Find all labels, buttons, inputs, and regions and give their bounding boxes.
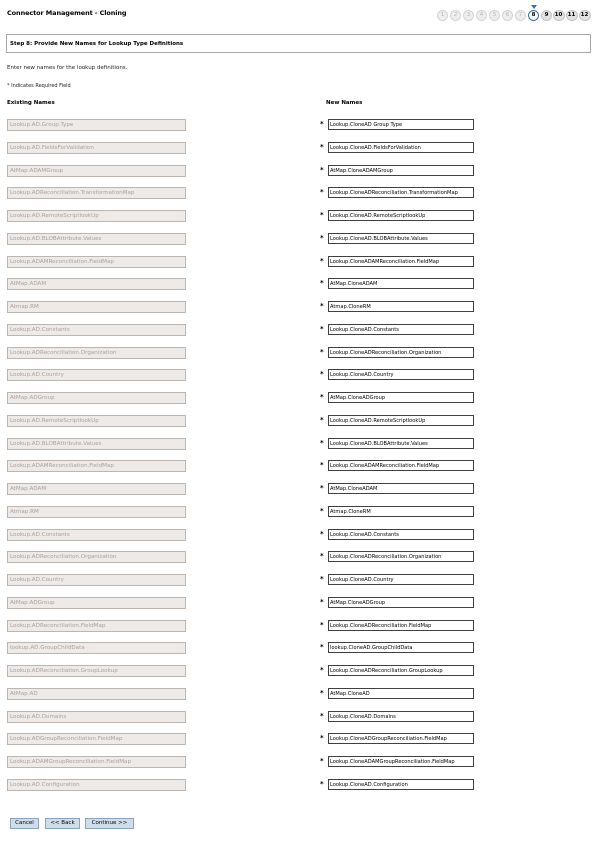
required-marker: * bbox=[320, 279, 324, 288]
required-marker: * bbox=[320, 324, 324, 333]
required-marker: * bbox=[320, 506, 324, 515]
step-6: 6 bbox=[502, 10, 513, 21]
existing-name-field: AtMap.ADAM bbox=[7, 483, 186, 495]
required-marker: * bbox=[320, 461, 324, 470]
required-marker: * bbox=[320, 188, 324, 197]
new-name-input[interactable]: Lookup.CloneAD.BLOBAttribute.Values bbox=[328, 438, 474, 449]
continue-button[interactable]: Continue >> bbox=[85, 818, 134, 829]
new-name-input[interactable]: Lookup.CloneAD.Country bbox=[328, 574, 474, 585]
new-name-input[interactable]: AtMap.CloneADAMGroup bbox=[328, 165, 474, 176]
existing-name-field: Lookup.AD.Domains bbox=[7, 711, 186, 723]
existing-name-field: Lookup.AD.Constants bbox=[7, 529, 186, 541]
step-7: 7 bbox=[515, 10, 526, 21]
new-name-input[interactable]: Lookup.CloneAD.Constants bbox=[328, 324, 474, 335]
lookup-row bbox=[0, 324, 597, 338]
step-11: 11 bbox=[566, 10, 578, 21]
new-name-input[interactable]: AtMap.CloneADAM bbox=[328, 483, 474, 494]
existing-name-field: AtMap.AD bbox=[7, 688, 186, 700]
required-marker: * bbox=[320, 620, 324, 629]
lookup-row bbox=[0, 119, 597, 133]
lookup-row bbox=[0, 438, 597, 452]
lookup-row bbox=[0, 278, 597, 292]
lookup-row bbox=[0, 779, 597, 793]
new-name-input[interactable]: Lookup.CloneADReconciliation.FieldMap bbox=[328, 620, 474, 631]
existing-name-field: Lookup.AD.Country bbox=[7, 369, 186, 381]
step-12: 12 bbox=[579, 10, 591, 21]
lookup-row bbox=[0, 210, 597, 224]
existing-name-field: Lookup.ADReconciliation.TransformationMap bbox=[7, 187, 186, 199]
lookup-row bbox=[0, 142, 597, 156]
required-marker: * bbox=[320, 142, 324, 151]
required-marker: * bbox=[320, 256, 324, 265]
back-button[interactable]: << Back bbox=[45, 818, 80, 829]
new-name-input[interactable]: Lookup.CloneAD.RemoteScriptlookUp bbox=[328, 415, 474, 426]
existing-name-field: Atmap.RM bbox=[7, 301, 186, 313]
page-title: Connector Management - Cloning bbox=[7, 9, 127, 17]
new-name-input[interactable]: Lookup.CloneADAMGroupReconciliation.FieldMap bbox=[328, 756, 474, 767]
instructions-text: Enter new names for the lookup definitions. bbox=[7, 65, 128, 71]
existing-name-field: Lookup.ADReconciliation.Organization bbox=[7, 347, 186, 359]
existing-name-field: Lookup.AD.RemoteScriptlookUp bbox=[7, 210, 186, 222]
new-name-input[interactable]: Lookup.CloneAD.BLOBAttribute.Values bbox=[328, 233, 474, 244]
step-header-label: Step 8: Provide New Names for Lookup Type Definitions bbox=[10, 41, 184, 47]
required-marker: * bbox=[320, 233, 324, 242]
new-name-input[interactable]: AtMap.CloneAD bbox=[328, 688, 474, 699]
step-5: 5 bbox=[489, 10, 500, 21]
lookup-row bbox=[0, 597, 597, 611]
existing-name-field: Lookup.AD.Country bbox=[7, 574, 186, 586]
new-name-input[interactable]: Lookup.CloneAD.Constants bbox=[328, 529, 474, 540]
new-name-input[interactable]: Atmap.CloneRM bbox=[328, 506, 474, 517]
lookup-row bbox=[0, 301, 597, 315]
new-names-header: New Names bbox=[326, 100, 363, 106]
new-name-input[interactable]: Lookup.CloneAD.FieldsForValidation bbox=[328, 142, 474, 153]
lookup-row bbox=[0, 642, 597, 656]
step-header bbox=[6, 34, 591, 53]
lookup-row bbox=[0, 187, 597, 201]
existing-name-field: Lookup.ADReconciliation.FieldMap bbox=[7, 620, 186, 632]
required-marker: * bbox=[320, 415, 324, 424]
required-marker: * bbox=[320, 529, 324, 538]
required-marker: * bbox=[320, 438, 324, 447]
new-name-input[interactable]: AtMap.CloneADAM bbox=[328, 278, 474, 289]
existing-name-field: Lookup.AD.BLOBAttribute.Values bbox=[7, 438, 186, 450]
existing-name-field: Lookup.AD.Configuration bbox=[7, 779, 186, 791]
required-marker: * bbox=[320, 757, 324, 765]
lookup-row bbox=[0, 256, 597, 270]
new-name-input[interactable]: Lookup.CloneAD.Country bbox=[328, 369, 474, 380]
required-marker: * bbox=[320, 734, 324, 743]
existing-name-field: Lookup.ADAMReconciliation.FieldMap bbox=[7, 460, 186, 472]
required-marker: * bbox=[320, 552, 324, 561]
new-name-input[interactable]: Lookup.CloneADReconciliation.TransformationMap bbox=[328, 187, 474, 198]
new-name-input[interactable]: Lookup.CloneAD.Configuration bbox=[328, 779, 474, 790]
lookup-row bbox=[0, 733, 597, 747]
existing-name-field: Lookup.ADAMGroupReconciliation.FieldMap bbox=[7, 756, 186, 768]
required-field-note: * Indicates Required Field bbox=[7, 83, 71, 89]
new-name-input[interactable]: Lookup.CloneADReconciliation.Organization bbox=[328, 551, 474, 562]
new-name-input[interactable]: lookup.CloneAD.GroupChildData bbox=[328, 642, 474, 653]
lookup-row bbox=[0, 551, 597, 565]
existing-name-field: Lookup.ADReconciliation.Organization bbox=[7, 551, 186, 563]
required-marker: * bbox=[320, 575, 324, 583]
existing-name-field: Lookup.ADAMReconciliation.FieldMap bbox=[7, 256, 186, 268]
existing-name-field: AtMap.ADGroup bbox=[7, 392, 186, 404]
required-marker: * bbox=[320, 666, 324, 674]
existing-names-header: Existing Names bbox=[7, 100, 55, 106]
required-marker: * bbox=[320, 779, 324, 788]
lookup-row bbox=[0, 506, 597, 520]
required-marker: * bbox=[320, 120, 324, 128]
new-name-input[interactable]: Lookup.CloneADGroupReconciliation.FieldMap bbox=[328, 733, 474, 744]
required-marker: * bbox=[320, 347, 324, 356]
existing-name-field: Lookup.AD.RemoteScriptlookUp bbox=[7, 415, 186, 427]
required-marker: * bbox=[320, 688, 324, 697]
existing-name-field: AtMap.ADGroup bbox=[7, 597, 186, 609]
lookup-row bbox=[0, 620, 597, 634]
lookup-row bbox=[0, 460, 597, 474]
lookup-row bbox=[0, 347, 597, 361]
required-marker: * bbox=[320, 393, 324, 401]
new-name-input[interactable]: Lookup.CloneAD.Domains bbox=[328, 711, 474, 722]
new-name-input[interactable]: AtMap.CloneADGroup bbox=[328, 597, 474, 608]
step-8: 8 bbox=[528, 10, 539, 21]
new-name-input[interactable]: Lookup.CloneADAMReconciliation.FieldMap bbox=[328, 460, 474, 471]
new-name-input[interactable]: Lookup.CloneAD.RemoteScriptlookUp bbox=[328, 210, 474, 221]
step-9: 9 bbox=[541, 10, 552, 21]
lookup-row bbox=[0, 665, 597, 679]
step-indicator bbox=[0, 5, 597, 29]
step-2: 2 bbox=[450, 10, 461, 21]
required-marker: * bbox=[320, 370, 324, 379]
lookup-row bbox=[0, 529, 597, 543]
lookup-row bbox=[0, 369, 597, 383]
existing-name-field: AtMap.ADAMGroup bbox=[7, 165, 186, 177]
existing-name-field: Lookup.AD.Constants bbox=[7, 324, 186, 336]
step-3: 3 bbox=[463, 10, 474, 21]
step-1: 1 bbox=[437, 10, 448, 21]
lookup-row bbox=[0, 483, 597, 497]
new-name-input[interactable]: Lookup.CloneADReconciliation.Organization bbox=[328, 347, 474, 358]
existing-name-field: lookup.AD.GroupChildData bbox=[7, 642, 186, 654]
lookup-row bbox=[0, 574, 597, 588]
new-name-input[interactable]: Lookup.CloneAD Group Type bbox=[328, 119, 474, 130]
lookup-row bbox=[0, 415, 597, 429]
existing-name-field: Lookup.ADGroupReconciliation.FieldMap bbox=[7, 733, 186, 745]
existing-name-field: Lookup.AD.Group.Type bbox=[7, 119, 186, 131]
current-step-marker-icon bbox=[531, 5, 537, 9]
new-name-input[interactable]: Lookup.CloneADAMReconciliation.FieldMap bbox=[328, 256, 474, 267]
required-marker: * bbox=[320, 165, 324, 174]
required-marker: * bbox=[320, 597, 324, 606]
lookup-row bbox=[0, 233, 597, 247]
step-4: 4 bbox=[476, 10, 487, 21]
cancel-button[interactable]: Cancel bbox=[10, 818, 39, 829]
new-name-input[interactable]: AtMap.CloneADGroup bbox=[328, 392, 474, 403]
existing-name-field: Lookup.AD.FieldsForValidation bbox=[7, 142, 186, 154]
new-name-input[interactable]: Atmap.CloneRM bbox=[328, 301, 474, 312]
lookup-row bbox=[0, 688, 597, 702]
existing-name-field: Lookup.ADReconciliation.GroupLookup bbox=[7, 665, 186, 677]
required-marker: * bbox=[320, 484, 324, 492]
lookup-row bbox=[0, 165, 597, 179]
lookup-row bbox=[0, 756, 597, 770]
step-10: 10 bbox=[553, 10, 565, 21]
required-marker: * bbox=[320, 211, 324, 219]
lookup-row bbox=[0, 392, 597, 406]
required-marker: * bbox=[320, 711, 324, 720]
new-name-input[interactable]: Lookup.CloneADReconciliation.GroupLookup bbox=[328, 665, 474, 676]
existing-name-field: AtMap.ADAM bbox=[7, 278, 186, 290]
existing-name-field: Lookup.AD.BLOBAttribute.Values bbox=[7, 233, 186, 245]
existing-name-field: Atmap.RM bbox=[7, 506, 186, 518]
lookup-row bbox=[0, 711, 597, 725]
required-marker: * bbox=[320, 302, 324, 310]
required-marker: * bbox=[320, 643, 324, 652]
